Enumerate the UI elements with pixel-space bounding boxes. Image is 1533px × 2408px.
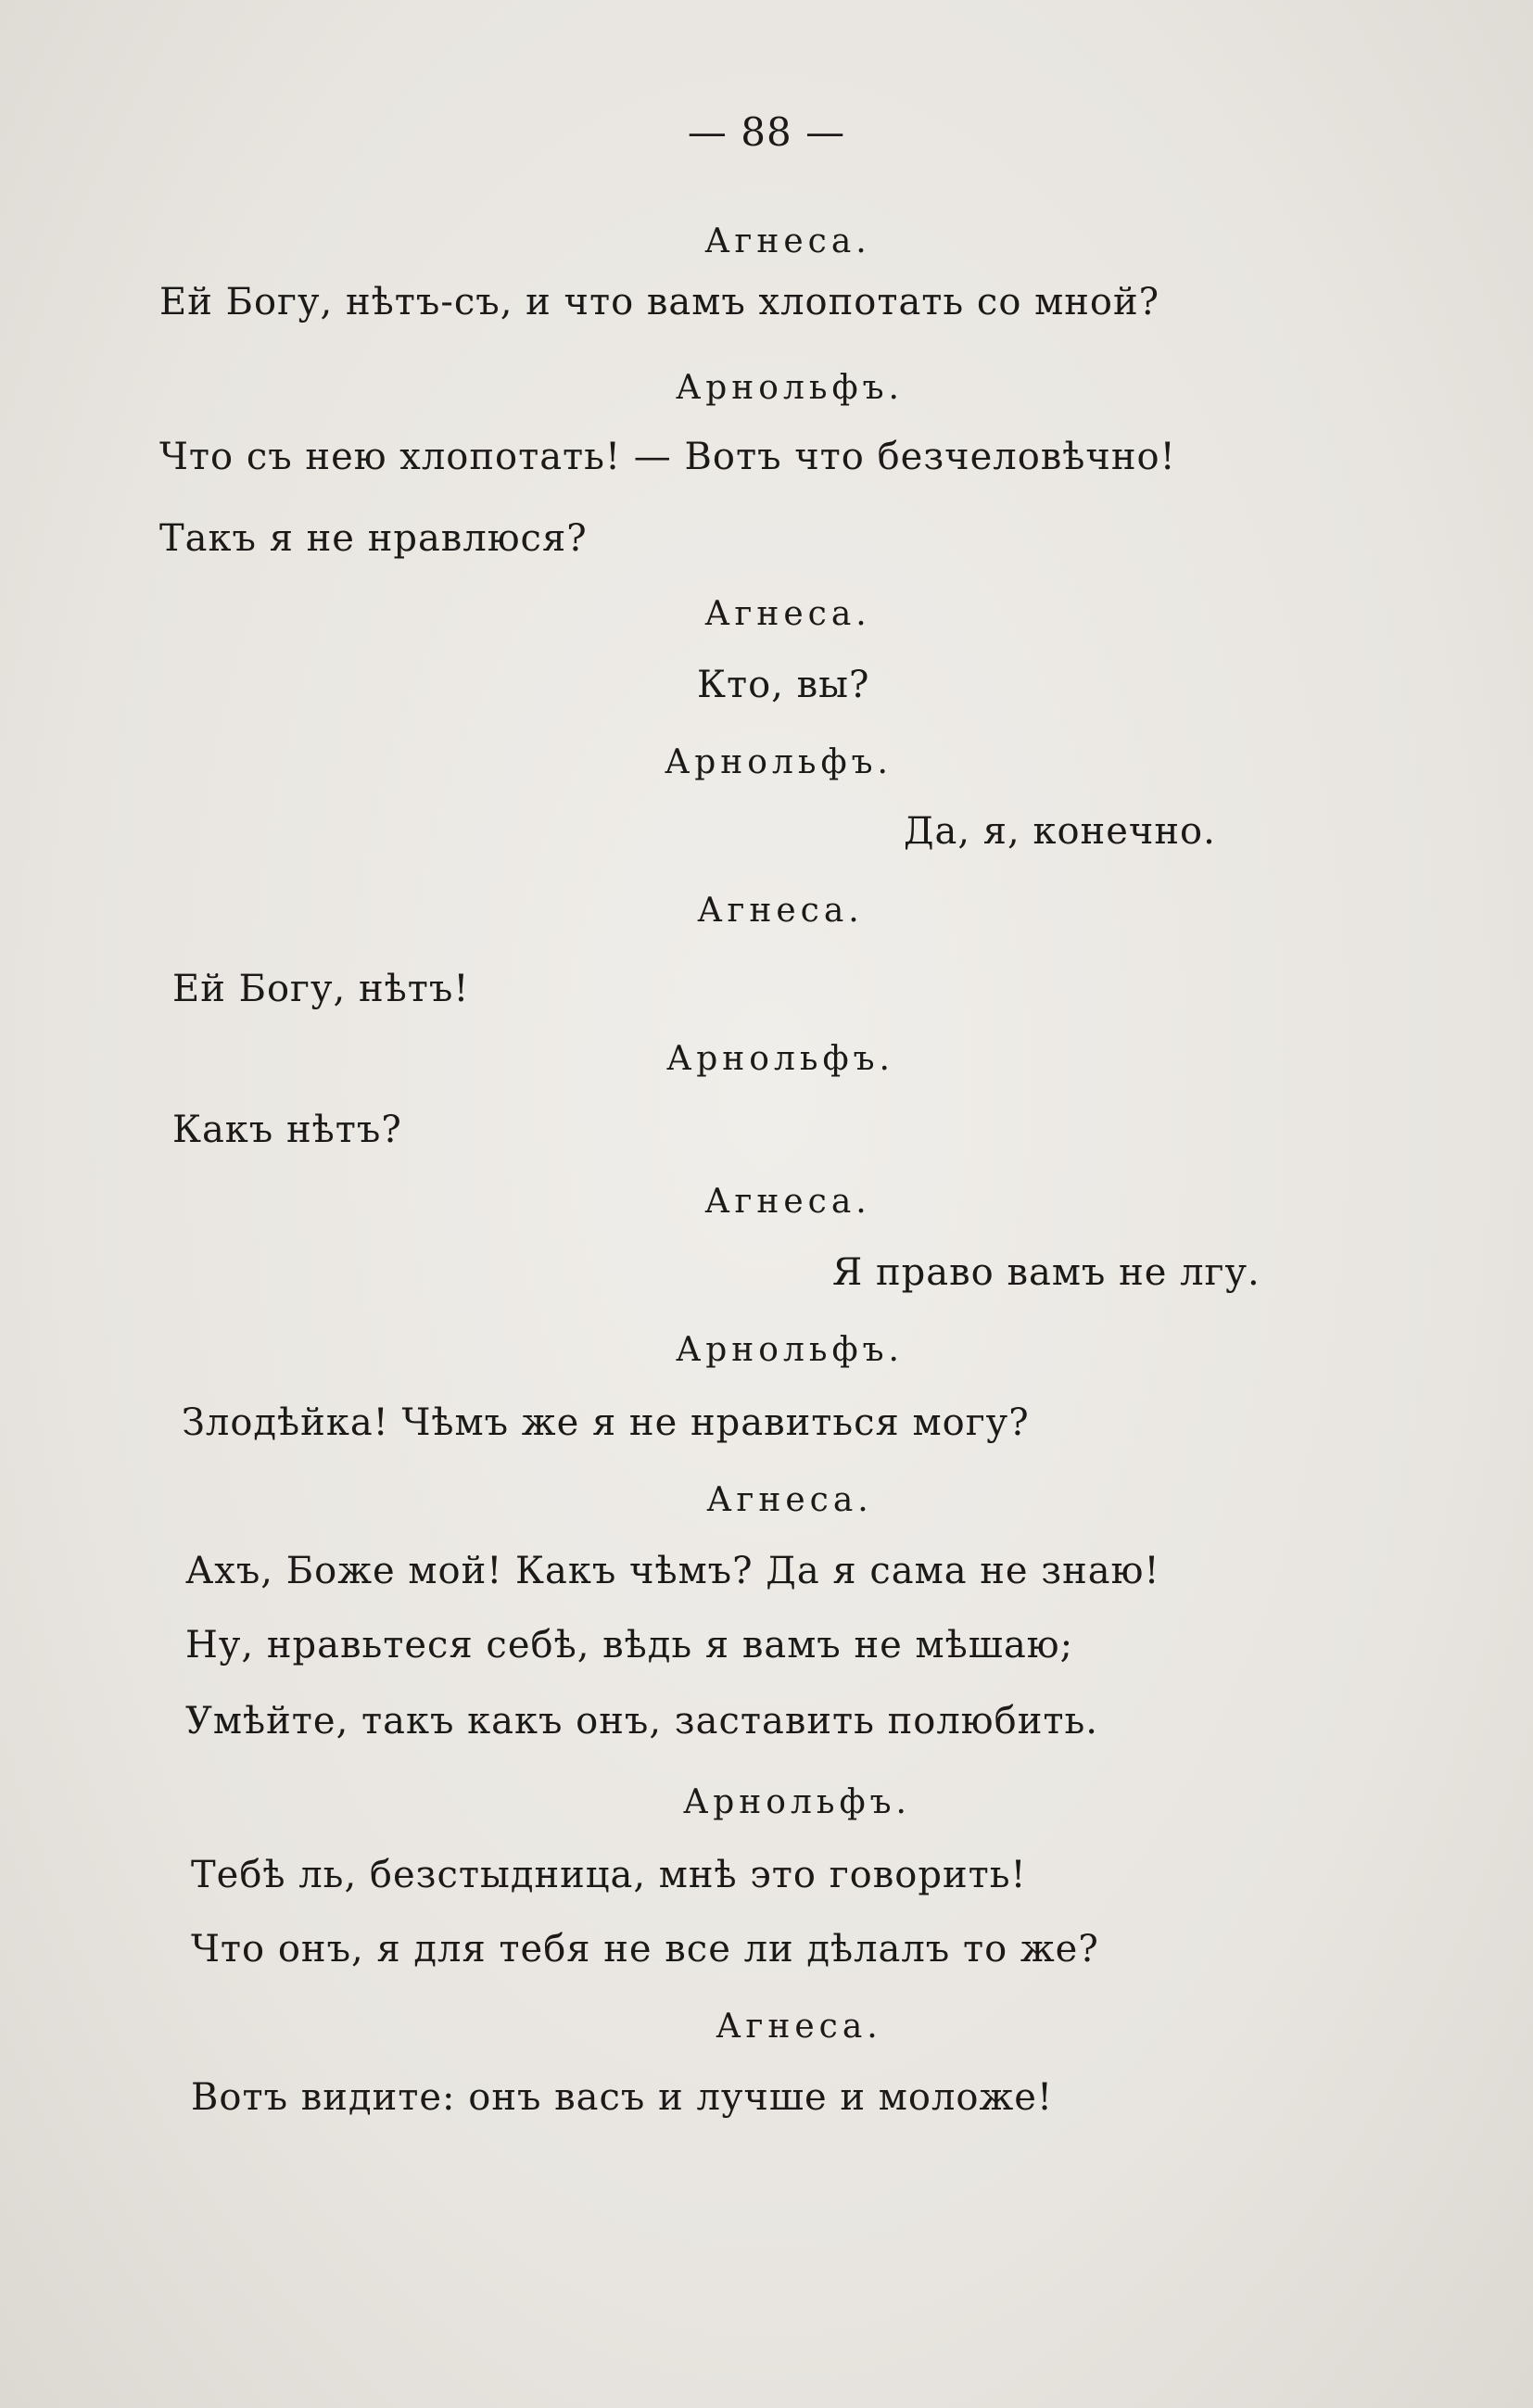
speaker-name: Агнеса. bbox=[716, 2008, 882, 2046]
verse-line: Вотъ видите: онъ васъ и лучше и моложе! bbox=[191, 2076, 1054, 2119]
verse-line: Тебѣ ль, безстыдница, мнѣ это говорить! bbox=[191, 1854, 1027, 1896]
speaker-name: Арнольфъ. bbox=[666, 1040, 894, 1078]
verse-line: Ей Богу, нѣтъ-съ, и что вамъ хлопотать со мной? bbox=[159, 281, 1160, 323]
verse-line: Какъ нѣтъ? bbox=[172, 1109, 402, 1151]
speaker-name: Агнеса. bbox=[704, 1183, 871, 1221]
verse-line: Ей Богу, нѣтъ! bbox=[172, 968, 470, 1010]
verse-line: Кто, вы? bbox=[697, 664, 870, 706]
speaker-name: Агнеса. bbox=[697, 892, 864, 930]
verse-line: Что онъ, я для тебя не все ли дѣлалъ то же? bbox=[191, 1928, 1099, 1971]
speaker-name: Агнеса. bbox=[704, 222, 871, 260]
speaker-name: Агнеса. bbox=[704, 595, 871, 633]
speaker-name: Арнольфъ. bbox=[676, 1331, 904, 1369]
verse-line: Такъ я не нравлюся? bbox=[159, 517, 588, 560]
speaker-name: Арнольфъ. bbox=[665, 743, 893, 781]
verse-line: Я право вамъ не лгу. bbox=[832, 1251, 1261, 1294]
verse-line: Ну, нравьтеся себѣ, вѣдь я вамъ не мѣшаю; bbox=[185, 1624, 1074, 1667]
verse-line: Да, я, конечно. bbox=[904, 810, 1216, 853]
speaker-name: Агнеса. bbox=[706, 1481, 873, 1519]
verse-line: Ахъ, Боже мой! Какъ чѣмъ? Да я сама не знаю! bbox=[185, 1550, 1160, 1592]
verse-line: Умѣйте, такъ какъ онъ, заставить полюбить. bbox=[185, 1700, 1098, 1743]
verse-line: Злодѣйка! Чѣмъ же я не нравиться могу? bbox=[182, 1401, 1030, 1444]
speaker-name: Арнольфъ. bbox=[676, 369, 904, 407]
speaker-name: Арнольфъ. bbox=[683, 1783, 911, 1821]
verse-line: Что съ нею хлопотать! — Вотъ что безчеловѣчно! bbox=[159, 436, 1176, 478]
page-number: — 88 — bbox=[687, 109, 846, 155]
